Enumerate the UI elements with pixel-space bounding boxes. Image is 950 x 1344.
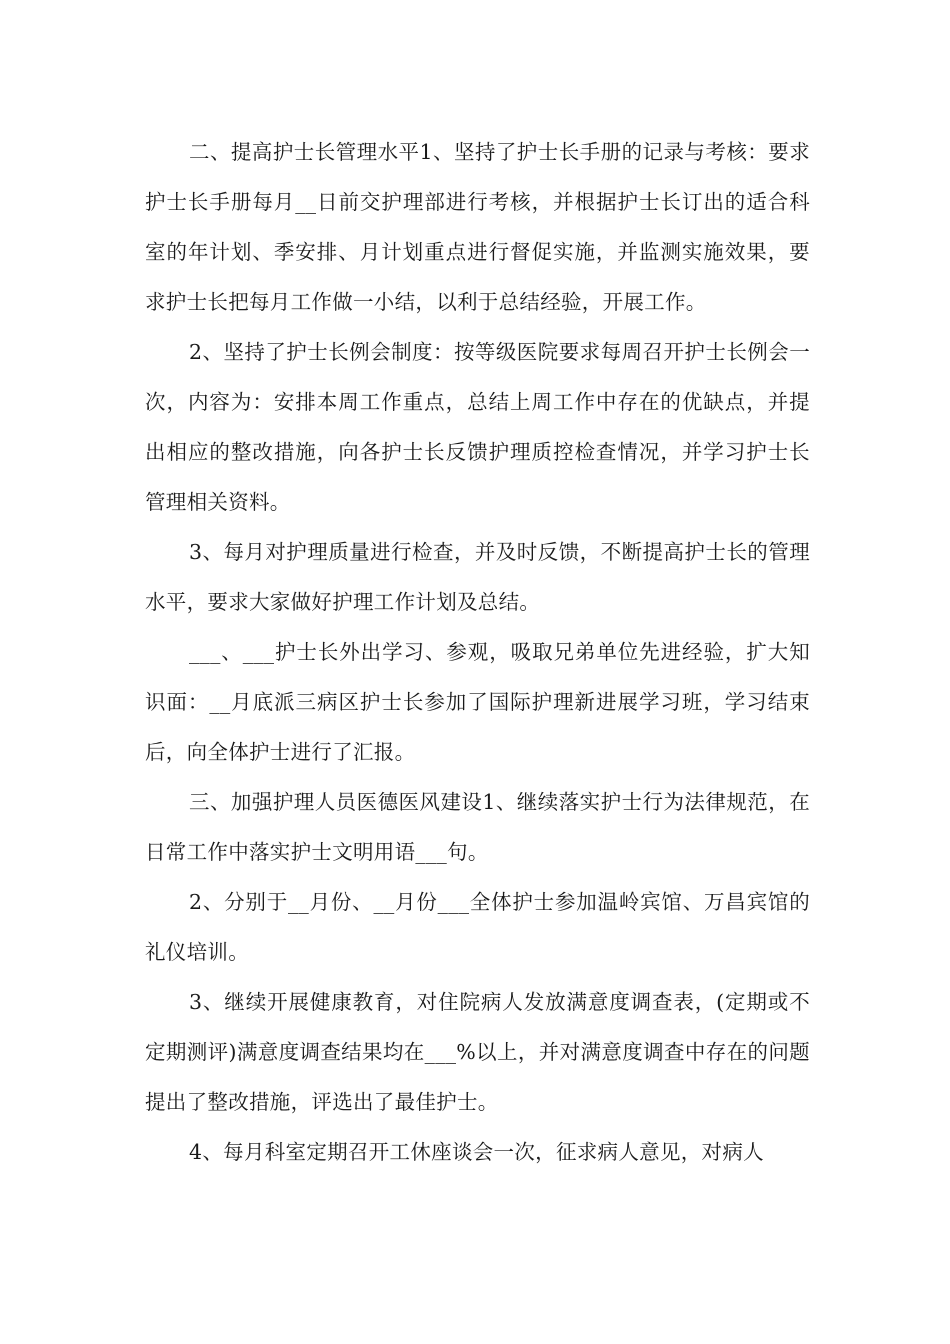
paragraph-etiquette-training: 2、分别于__月份、__月份___全体护士参加温岭宾馆、万昌宾馆的礼仪培训。 [145,890,810,964]
paragraph-patient-forum: 4、每月科室定期召开工休座谈会一次，征求病人意见，对病人 [189,1140,764,1164]
paragraph-head-nurse-meeting: 2、坚持了护士长例会制度：按等级医院要求每周召开护士长例会一次，内容为：安排本周工作重点，总结上周工作中存在的优缺点，并提出相应的整改措施，向各护士长反馈护理质控检查情况，并学习护士长管理相关资料。 [145,340,810,514]
document-body [145,127,810,1177]
paragraph-quality-check: 3、每月对护理质量进行检查，并及时反馈，不断提高护士长的管理水平，要求大家做好护理工作计划及总结。 [145,540,810,614]
paragraph-health-education: 3、继续开展健康教育，对住院病人发放满意度调查表，(定期或不定期测评)满意度调查结果均在___%以上，并对满意度调查中存在的问题提出了整改措施，评选出了最佳护士。 [145,990,810,1114]
paragraph-ethics-building: 三、加强护理人员医德医风建设1、继续落实护士行为法律规范，在日常工作中落实护士文明用语___句。 [145,790,810,864]
paragraph-management-level: 二、提高护士长管理水平1、坚持了护士长手册的记录与考核：要求护士长手册每月__日前交护理部进行考核，并根据护士长订出的适合科室的年计划、季安排、月计划重点进行督促实施，并监测实施效果，要求护士长把每月工作做一小结，以利于总结经验，开展工作。 [145,140,810,314]
paragraph-external-study: ___、___护士长外出学习、参观，吸取兄弟单位先进经验，扩大知识面：__月底派三病区护士长参加了国际护理新进展学习班，学习结束后，向全体护士进行了汇报。 [145,640,810,764]
